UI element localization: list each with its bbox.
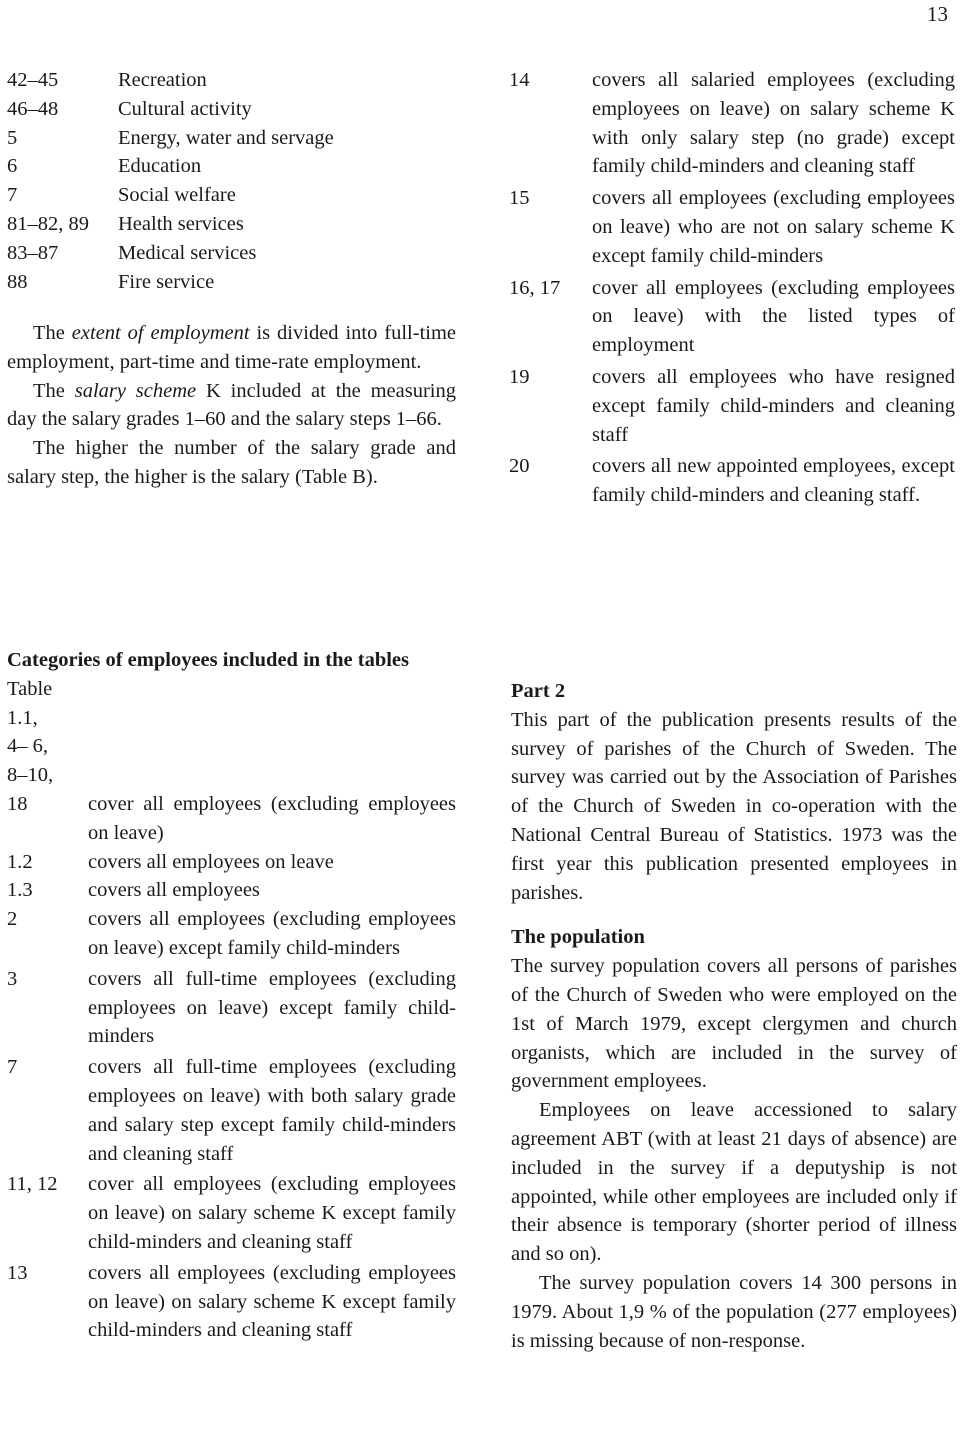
- salary-scheme-paragraph: The salary scheme K included at the measuring day the salary grades 1–60 and the salary steps 1–66.: [7, 379, 456, 431]
- table-number: 7: [7, 1056, 18, 1079]
- code-label: Fire service: [118, 270, 215, 293]
- table-number: 18: [7, 792, 28, 815]
- coverage-paragraph: The survey population covers 14 300 persons in 1979. About 1,9 % of the population (277 employees) is missing because of non-response.: [511, 1271, 957, 1352]
- table-number: 20: [509, 455, 530, 478]
- category-text: cover all employees (excluding employees on leave) on salary scheme K except family child-minders and cleaning staff: [88, 1173, 456, 1253]
- category-text: covers all employees on leave: [88, 850, 334, 873]
- table-number: 15: [509, 187, 530, 210]
- table-number: 14: [509, 69, 530, 91]
- list-item: [7, 210, 467, 239]
- code: 88: [7, 270, 28, 293]
- extent-term: extent of employment: [71, 322, 250, 344]
- table-number: 11, 12: [7, 1173, 58, 1196]
- code: 46–48: [7, 97, 59, 120]
- list-item: [7, 239, 467, 268]
- categories-section: [7, 646, 456, 1345]
- definition-row: [509, 363, 955, 449]
- code: 81–82, 89: [7, 212, 89, 235]
- category-row: [7, 1170, 456, 1256]
- table-number: 3: [7, 967, 18, 990]
- part2-paragraph: This part of the publication presents results of the survey of parishes of the Church of Sweden. The survey was carried out by the Association of Parishes of the Church of Sweden in co-operation with the National Central Bureau of Statistics. 1973 was the first year this publication presented employees in parishes.: [511, 708, 957, 904]
- category-row: [7, 876, 456, 905]
- category-text: covers all employees (excluding employees on leave) on salary scheme K except family child-minders and cleaning staff: [88, 1261, 456, 1342]
- table-number: 2: [7, 908, 18, 931]
- category-row: [7, 790, 456, 848]
- leave-paragraph: Employees on leave accessioned to salary agreement ABT (with at least 21 days of absence) are included in the survey if a deputyship is not appointed, while other employees are included only if their absence is temporary (shorter period of illness and so on).: [511, 1099, 957, 1266]
- code: 42–45: [7, 69, 59, 91]
- code-label: Education: [118, 155, 202, 178]
- code-label: Health services: [118, 212, 244, 235]
- industry-code-list: [7, 66, 467, 296]
- code: 6: [7, 155, 18, 178]
- definition-row: [509, 184, 955, 270]
- category-row: [7, 1053, 456, 1168]
- list-item: [7, 268, 467, 297]
- code: 83–87: [7, 241, 59, 264]
- category-row: [7, 965, 456, 1051]
- code-label: Energy, water and servage: [118, 126, 334, 149]
- salary-scheme-term: salary scheme: [74, 379, 197, 402]
- page-number: 13: [927, 2, 948, 26]
- part2-section: [511, 677, 957, 1355]
- category-row: [7, 848, 456, 877]
- population-heading: The population: [511, 926, 645, 949]
- population-paragraph: The survey population covers all persons of parishes of the Church of Sweden who were employed on the 1st of March 1979, except clergymen and church organists, which are included in the survey of government employees.: [511, 955, 957, 1093]
- definition-text: covers all salaried employees (excluding employees on leave) on salary scheme K with only salary step (no grade) except family child-minders and cleaning staff: [592, 69, 955, 178]
- population-section: [511, 923, 957, 1355]
- list-item: [7, 181, 467, 210]
- extent-paragraph: The extent of employment is divided into full-time employment, part-time and time-rate employment.: [7, 322, 456, 373]
- code-label: Social welfare: [118, 184, 236, 207]
- table-number: 1.3: [7, 879, 33, 902]
- category-text: cover all employees (excluding employees on leave): [88, 792, 456, 844]
- table-number: 13: [7, 1261, 28, 1284]
- category-text: covers all full-time employees (excluding employees on leave) except family child-minders: [88, 967, 456, 1048]
- table-definitions: [509, 66, 955, 513]
- definition-text: covers all new appointed employees, except family child-minders and cleaning staff.: [592, 455, 955, 507]
- definition-row: [509, 274, 955, 360]
- category-row: [7, 1259, 456, 1345]
- categories-heading: Categories of employees included in the tables: [7, 649, 409, 671]
- category-text: covers all employees: [88, 879, 260, 902]
- table-number: 16, 17: [509, 276, 561, 299]
- code: 5: [7, 126, 18, 149]
- category-text: covers all employees (excluding employees on leave) except family child-minders: [88, 908, 456, 959]
- table-number: 19: [509, 365, 530, 388]
- table-label: Table: [7, 677, 53, 700]
- salary-order-paragraph: The higher the number of the salary grade and salary step, the higher is the salary (Table B).: [7, 437, 456, 488]
- code-label: Cultural activity: [118, 97, 252, 120]
- code-label: Medical services: [118, 241, 257, 264]
- definition-row: [509, 66, 955, 181]
- category-text: covers all full-time employees (excluding employees on leave) with both salary grade and salary step except family child-minders and cleaning staff: [88, 1056, 456, 1165]
- table-ref: 8–10,: [7, 764, 54, 787]
- category-row: [7, 905, 456, 963]
- code-label: Recreation: [118, 69, 207, 91]
- code: 7: [7, 184, 18, 207]
- table-number: 1.2: [7, 850, 33, 873]
- definition-text: covers all employees (excluding employees on leave) who are not on salary scheme K except family child-minders: [592, 187, 955, 267]
- extent-paragraph-block: [7, 319, 456, 492]
- list-item: [7, 95, 467, 124]
- list-item: [7, 66, 467, 95]
- definition-text: covers all employees who have resigned except family child-minders and cleaning staff: [592, 365, 955, 446]
- table-ref: 1.1,: [7, 706, 38, 729]
- part2-heading: Part 2: [511, 680, 566, 702]
- definition-text: cover all employees (excluding employees on leave) with the listed types of employment: [592, 276, 955, 357]
- list-item: [7, 124, 467, 153]
- table-ref: 4– 6,: [7, 735, 48, 758]
- list-item: [7, 152, 467, 181]
- definition-row: [509, 452, 955, 510]
